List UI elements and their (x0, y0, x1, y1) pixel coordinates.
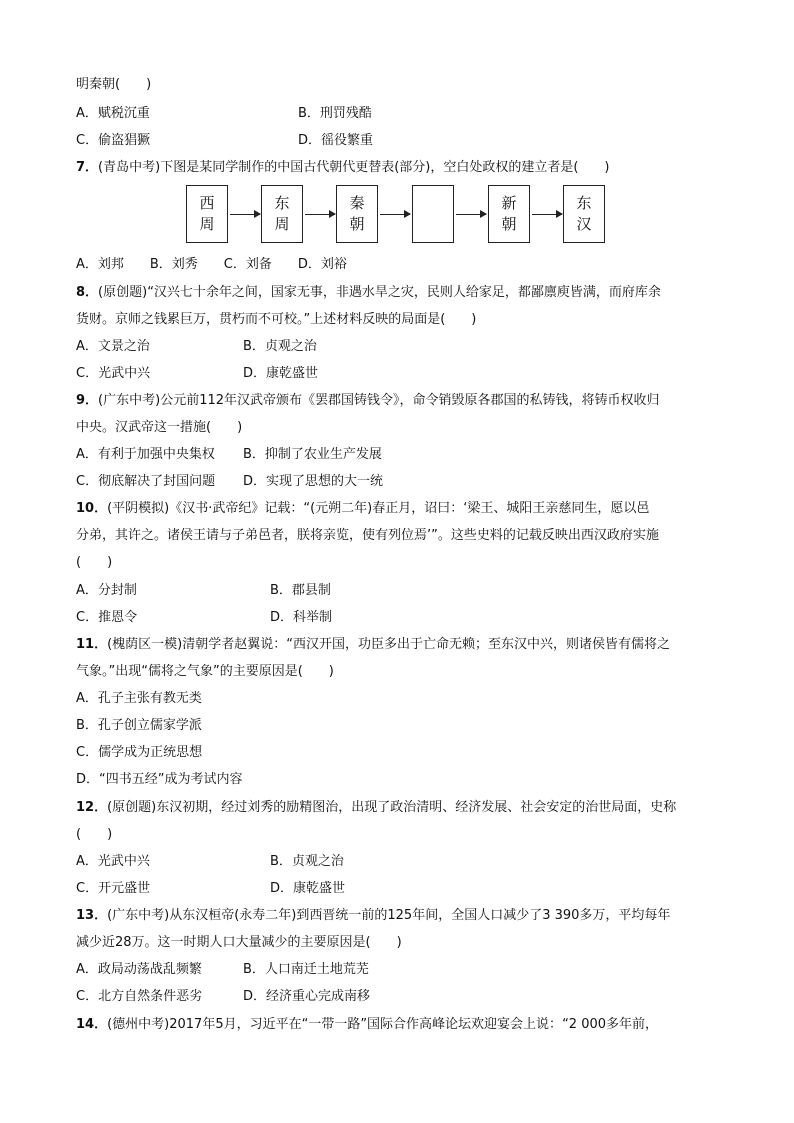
q10-stem-line3: ( ) (76, 555, 113, 570)
q7-number: 7． (76, 160, 99, 175)
q6-option-d[interactable]: D．徭役繁重 (298, 133, 374, 148)
box-char: 新 (501, 194, 517, 212)
q10-stem-line1 (76, 500, 649, 518)
box-char: 西 (199, 194, 215, 212)
box-char: 东 (576, 194, 592, 212)
q12-text: (原创题)东汉初期，经过刘秀的励精图治，出现了政治清明、经济发展、社会安定的治世局面，史称 (107, 800, 677, 815)
q8-option-d[interactable]: D．康乾盛世 (243, 366, 319, 381)
q11-stem-line1 (76, 636, 670, 654)
q12-option-c[interactable]: C．开元盛世 (76, 881, 151, 896)
q12-stem-line1 (76, 799, 676, 817)
q9-option-a[interactable]: A．有利于加强中央集权 (76, 447, 215, 462)
dynasty-succession-diagram (186, 185, 606, 245)
box-char: 周 (274, 215, 290, 233)
q14-text: (德州中考)2017年5月，习近平在“一带一路”国际合作高峰论坛欢迎宴会上说：“2 000多年前， (107, 1017, 659, 1032)
q13-option-a[interactable]: A．政局动荡战乱频繁 (76, 962, 202, 977)
q13-option-c[interactable]: C．北方自然条件恶劣 (76, 989, 203, 1004)
arrow-icon (456, 214, 486, 215)
q9-option-c[interactable]: C．彻底解决了封国问题 (76, 474, 216, 489)
q6-option-a[interactable]: A．赋税沉重 (76, 106, 150, 121)
q10-option-a[interactable]: A．分封制 (76, 583, 137, 598)
q7-options[interactable]: A．刘邦 B．刘秀 C．刘备 D．刘裕 (76, 257, 347, 272)
q13-stem-line1 (76, 907, 670, 925)
q7-stem (76, 159, 609, 177)
q14-number: 14． (76, 1017, 108, 1032)
q9-option-d[interactable]: D．实现了思想的大一统 (243, 474, 384, 489)
q10-stem-line2: 分弟，其许之。诸侯王请与子弟邑者，朕将亲览，使有列位焉’”。这些史料的记载反映出西汉政府实施 (76, 528, 659, 543)
arrow-icon (380, 214, 410, 215)
arrow-icon (305, 214, 335, 215)
q10-option-b[interactable]: B．郡县制 (270, 583, 331, 598)
q10-text: (平阴模拟)《汉书·武帝纪》记载：“(元朔二年)春正月，诏曰：‘梁王、城阳王亲慈同生，愿以邑 (107, 501, 650, 516)
arrow-icon (230, 214, 260, 215)
q8-option-a[interactable]: A．文景之治 (76, 339, 150, 354)
q11-stem-line2: 气象。”出现“儒将之气象”的主要原因是( ) (76, 664, 334, 679)
dynasty-box-western-zhou (186, 185, 228, 243)
box-char: 朝 (501, 215, 517, 233)
q9-stem-line1 (76, 392, 660, 410)
q8-stem-line1 (76, 284, 661, 302)
q8-option-c[interactable]: C．光武中兴 (76, 366, 151, 381)
q12-option-b[interactable]: B．贞观之治 (270, 854, 344, 869)
box-char: 秦 (349, 194, 365, 212)
q12-option-a[interactable]: A．光武中兴 (76, 854, 150, 869)
dynasty-box-eastern-zhou (261, 185, 303, 243)
q12-option-d[interactable]: D．康乾盛世 (270, 881, 346, 896)
q8-option-b[interactable]: B．贞观之治 (243, 339, 317, 354)
q6-stem-tail: 明秦朝( ) (76, 77, 152, 92)
q9-stem-line2: 中央。汉武帝这一措施( ) (76, 420, 243, 435)
q11-text: (槐荫区一模)清朝学者赵翼说：“西汉开国，功臣多出于亡命无赖；至东汉中兴，则诸侯皆有儒将之 (107, 637, 670, 652)
q10-option-c[interactable]: C．推恩令 (76, 610, 138, 625)
q6-option-b[interactable]: B．刑罚残酷 (298, 106, 372, 121)
dynasty-box-xin (488, 185, 530, 243)
dynasty-box-eastern-han (563, 185, 605, 243)
q11-option-a[interactable]: A．孔子主张有教无类 (76, 691, 202, 706)
q13-option-b[interactable]: B．人口南迁土地荒芜 (243, 962, 369, 977)
q9-text: (广东中考)公元前112年汉武帝颁布《罢郡国铸钱令》，命令销毁原各郡国的私铸钱，将铸币权收归 (98, 393, 660, 408)
q8-number: 8． (76, 285, 99, 300)
q8-text: (原创题)“汉兴七十余年之间，国家无事，非遇水旱之灾，民则人给家足，都鄙廪庾皆满，而府库余 (98, 285, 661, 300)
arrow-icon (532, 214, 562, 215)
q11-option-b[interactable]: B．孔子创立儒家学派 (76, 718, 202, 733)
dynasty-box-qin (336, 185, 378, 243)
q13-text: (广东中考)从东汉桓帝(永寿二年)到西晋统一前的125年间，全国人口减少了3 390多万，平均每年 (107, 908, 671, 923)
box-char: 朝 (349, 215, 365, 233)
q6-option-c[interactable]: C．偷盗猖獗 (76, 133, 151, 148)
q11-option-d[interactable]: D．“四书五经”成为考试内容 (76, 772, 243, 787)
q10-number: 10． (76, 501, 108, 516)
q12-stem-line2: ( ) (76, 827, 113, 842)
q13-number: 13． (76, 908, 108, 923)
box-char: 东 (274, 194, 290, 212)
q7-text: (青岛中考)下图是某同学制作的中国古代朝代更替表(部分)，空白处政权的建立者是( ) (98, 160, 610, 175)
q8-stem-line2: 货财。京师之钱累巨万，贯朽而不可校。”上述材料反映的局面是( ) (76, 312, 477, 327)
q11-option-c[interactable]: C．儒学成为正统思想 (76, 745, 203, 760)
q13-stem-line2: 减少近28万。这一时期人口大量减少的主要原因是( ) (76, 935, 402, 950)
q14-stem-line1 (76, 1016, 658, 1034)
box-char: 周 (199, 215, 215, 233)
q13-option-d[interactable]: D．经济重心完成南移 (243, 989, 371, 1004)
box-char: 汉 (576, 215, 592, 233)
q11-number: 11． (76, 637, 108, 652)
dynasty-box-blank (412, 185, 454, 243)
q10-option-d[interactable]: D．科举制 (270, 610, 333, 625)
q9-number: 9． (76, 393, 99, 408)
q12-number: 12． (76, 800, 108, 815)
q9-option-b[interactable]: B．抑制了农业生产发展 (243, 447, 382, 462)
